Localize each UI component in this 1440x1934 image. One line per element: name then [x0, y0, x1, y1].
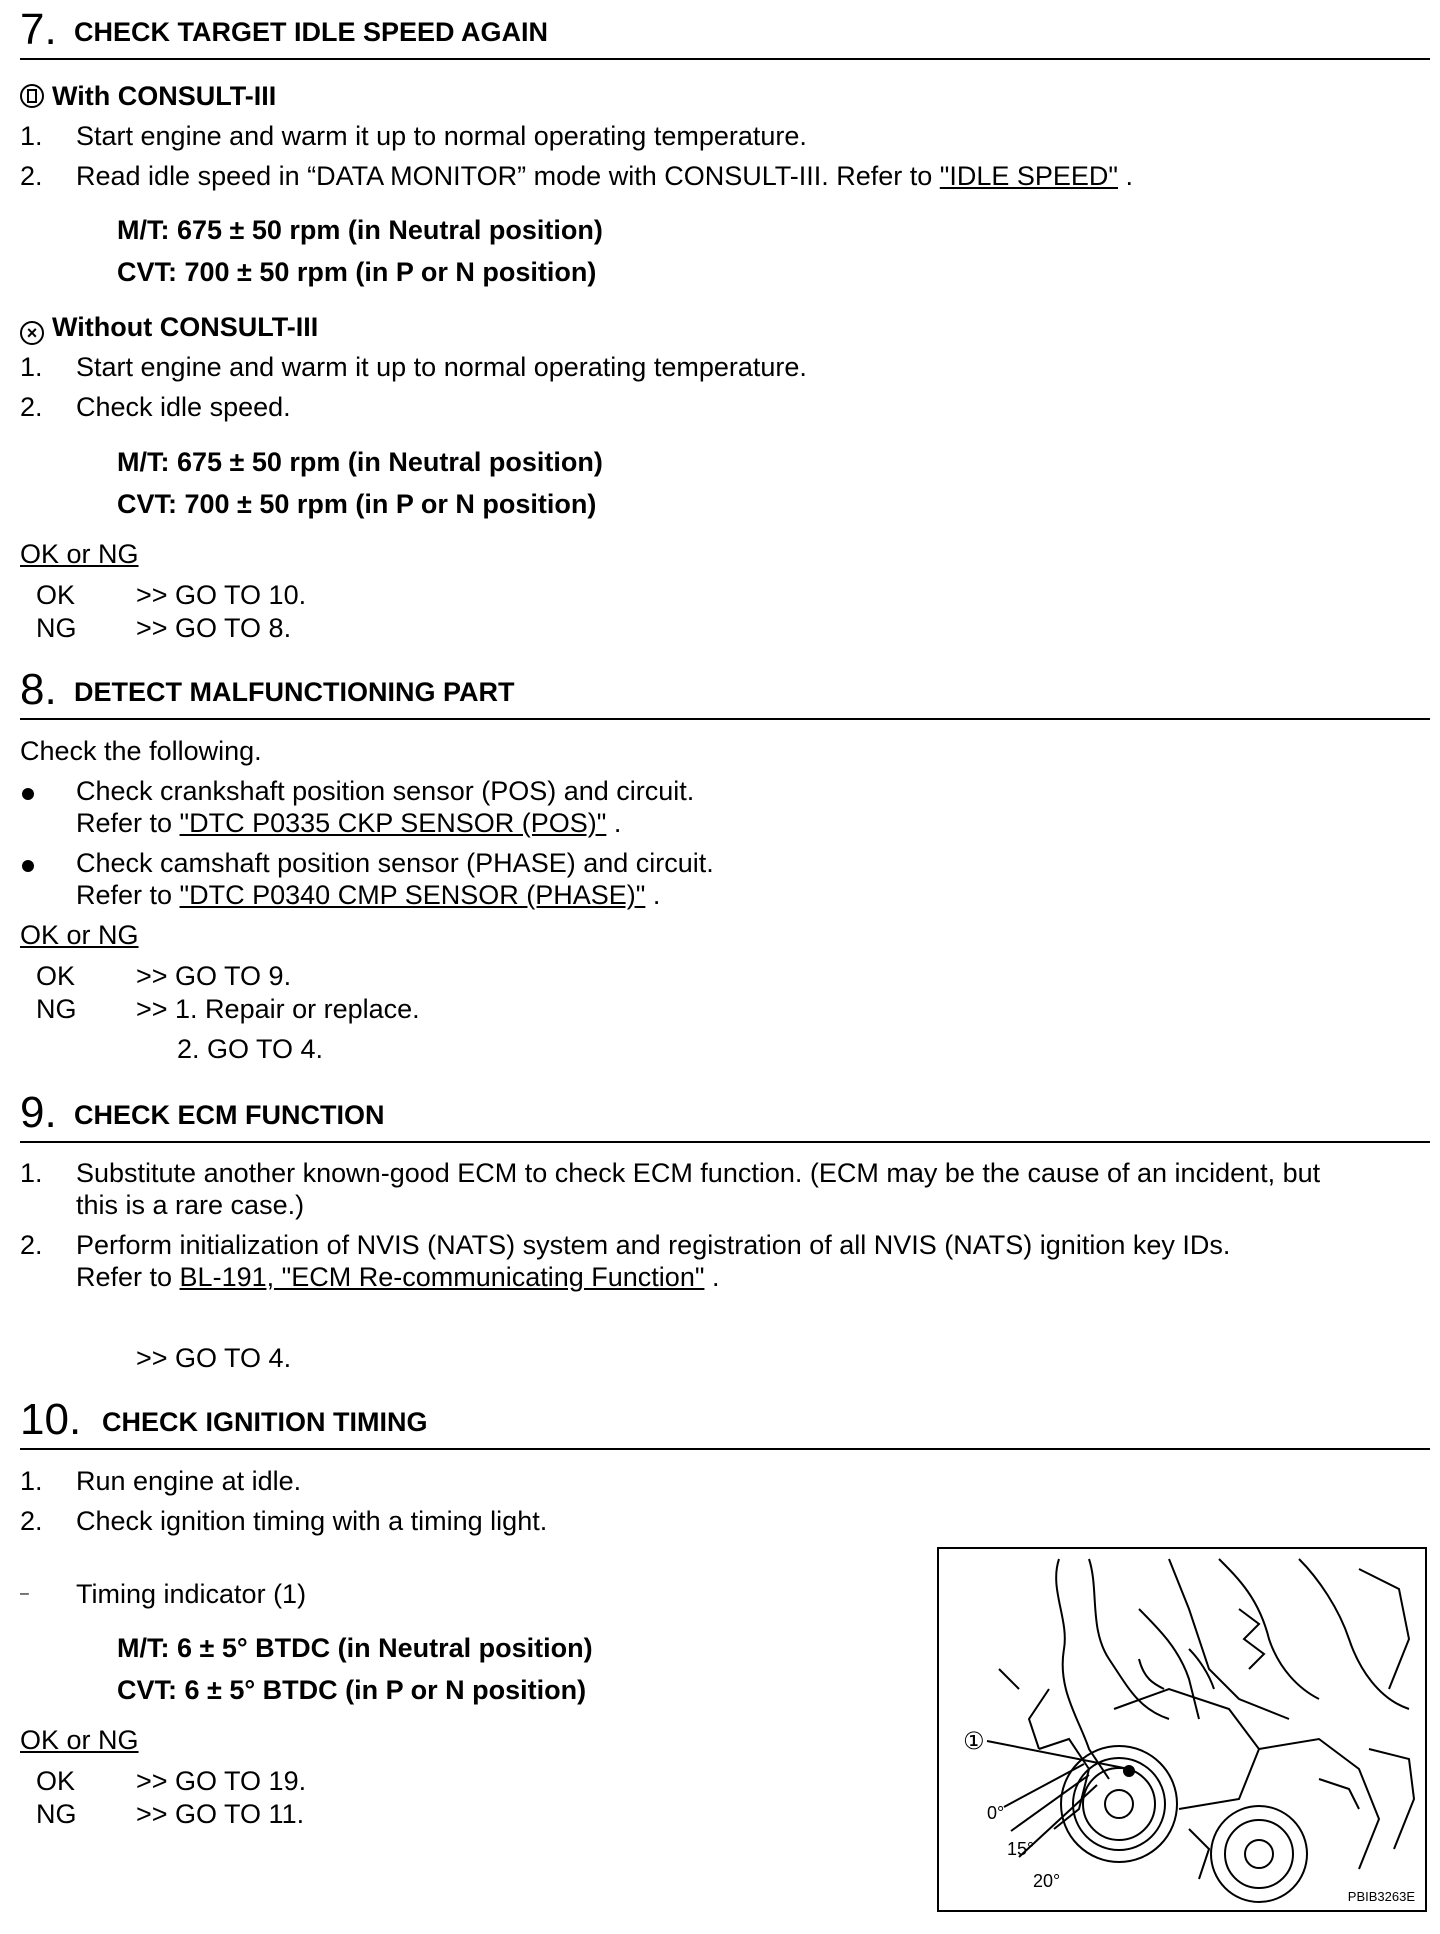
spec-cvt-idle-1: CVT: 700 ± 50 rpm (in P or N position) [117, 257, 597, 287]
step-8-ok-ng-label: OK or NG [20, 920, 139, 950]
no-consult-icon: × [20, 321, 44, 345]
step-10-ng-label: NG [36, 1799, 77, 1829]
step-9-item-1-num: 1. [20, 1158, 43, 1188]
step-8-title: DETECT MALFUNCTIONING PART [74, 677, 515, 707]
step-9-header [20, 1083, 1430, 1143]
step-10-ok-label: OK [36, 1766, 76, 1796]
timing-figure [937, 1547, 1427, 1912]
step-7-with-item-2: 2. [20, 161, 43, 191]
step-10-ng-action[interactable]: >> GO TO 11. [136, 1799, 305, 1829]
step-7-with-item-1-text: Start engine and warm it up to normal operating temperature. [76, 121, 807, 151]
spec-mt-idle-2: M/T: 675 ± 50 rpm (in Neutral position) [117, 447, 603, 477]
step-7-ok-action[interactable]: >> GO TO 10. [136, 580, 307, 610]
spec-cvt-idle-2: CVT: 700 ± 50 rpm (in P or N position) [117, 489, 597, 519]
step-7-without-item-2-num: 2. [20, 392, 43, 422]
step-7-title: CHECK TARGET IDLE SPEED AGAIN [74, 17, 549, 47]
figure-deg-0: 0° [987, 1803, 1005, 1823]
step-8-ok-action[interactable]: >> GO TO 9. [136, 961, 292, 991]
step-7-number: 7. [20, 5, 57, 54]
step-10-item-2-text: Check ignition timing with a timing light. [76, 1506, 548, 1536]
step-10-title: CHECK IGNITION TIMING [102, 1407, 428, 1437]
step-10-ok-ng-label: OK or NG [20, 1725, 139, 1755]
step-8-bullet-1-refer: Refer to "DTC P0335 CKP SENSOR (POS)" . [76, 808, 622, 838]
step-9-number: 9. [20, 1088, 57, 1137]
step-10-item-1-num: 1. [20, 1466, 43, 1496]
step-8-ng-label: NG [36, 994, 77, 1024]
spec-mt-idle-1: M/T: 675 ± 50 rpm (in Neutral position) [117, 215, 603, 245]
step-10-item-1-text: Run engine at idle. [76, 1466, 302, 1496]
without-consult-heading: × Without CONSULT-III [20, 311, 318, 345]
step-8-bullet-2-line1: Check camshaft position sensor (PHASE) and circuit. [76, 848, 714, 878]
step-8-header [20, 660, 1430, 720]
step-7-with-item-1: 1. [20, 121, 43, 151]
step-7-header [20, 0, 1430, 60]
step-7-without-item-1-num: 1. [20, 352, 43, 382]
ckp-sensor-link[interactable]: "DTC P0335 CKP SENSOR (POS)" [179, 808, 607, 838]
step-9-action[interactable]: >> GO TO 4. [136, 1343, 292, 1373]
step-9-item-2-line1: Perform initialization of NVIS (NATS) system and registration of all NVIS (NATS) ignition key IDs. [76, 1230, 1231, 1260]
dash-marker: – [20, 1585, 29, 1602]
step-8-ok-label: OK [36, 961, 76, 991]
bullet-1 [22, 788, 34, 800]
step-7-ng-action[interactable]: >> GO TO 8. [136, 613, 292, 643]
step-7-ng-label: NG [36, 613, 77, 643]
step-7-ok-ng-label: OK or NG [20, 539, 139, 569]
step-10-header [20, 1390, 1430, 1450]
cmp-sensor-link[interactable]: "DTC P0340 CMP SENSOR (PHASE)" [179, 880, 646, 910]
with-consult-heading: With CONSULT-III [20, 80, 276, 112]
figure-deg-15: 15° [1007, 1839, 1035, 1859]
step-9-item-2-num: 2. [20, 1230, 43, 1260]
idle-speed-link[interactable]: "IDLE SPEED" [939, 161, 1119, 191]
bullet-2 [22, 860, 34, 872]
consult-icon [20, 84, 44, 108]
spec-mt-timing: M/T: 6 ± 5° BTDC (in Neutral position) [117, 1633, 593, 1663]
step-7-with-item-2-text: Read idle speed in “DATA MONITOR” mode with CONSULT-III. Refer to "IDLE SPEED" . [76, 161, 1134, 191]
step-9-item-1-line1: Substitute another known-good ECM to check ECM function. (ECM may be the cause of an incident, but [76, 1158, 1321, 1188]
figure-callout: ① [963, 1728, 985, 1755]
step-9-title: CHECK ECM FUNCTION [74, 1100, 385, 1130]
step-7-without-item-2-text: Check idle speed. [76, 392, 291, 422]
step-8-ng-action[interactable]: >> 1. Repair or replace. [136, 994, 420, 1024]
spec-cvt-timing: CVT: 6 ± 5° BTDC (in P or N position) [117, 1675, 587, 1705]
timing-indicator-text: Timing indicator (1) [76, 1579, 307, 1609]
step-10-ok-action[interactable]: >> GO TO 19. [136, 1766, 307, 1796]
ecm-recommunicating-link[interactable]: BL-191, "ECM Re-communicating Function" [179, 1262, 705, 1292]
step-7-without-item-1-text: Start engine and warm it up to normal operating temperature. [76, 352, 807, 382]
step-8-number: 8. [20, 665, 57, 714]
step-9-item-1-line2: this is a rare case.) [76, 1190, 305, 1220]
step-8-ng-action-2[interactable]: 2. GO TO 4. [177, 1034, 324, 1064]
step-10-item-2-num: 2. [20, 1506, 43, 1536]
step-10-number: 10. [20, 1395, 82, 1444]
step-8-bullet-1-line1: Check crankshaft position sensor (POS) and circuit. [76, 776, 695, 806]
step-7-ok-label: OK [36, 580, 76, 610]
figure-deg-20: 20° [1033, 1871, 1061, 1891]
step-9-item-2-refer: Refer to BL-191, "ECM Re-communicating Function" . [76, 1262, 720, 1292]
step-8-bullet-2-refer: Refer to "DTC P0340 CMP SENSOR (PHASE)" . [76, 880, 661, 910]
step-8-intro: Check the following. [20, 736, 262, 766]
figure-code: PBIB3263E [1347, 1889, 1415, 1904]
